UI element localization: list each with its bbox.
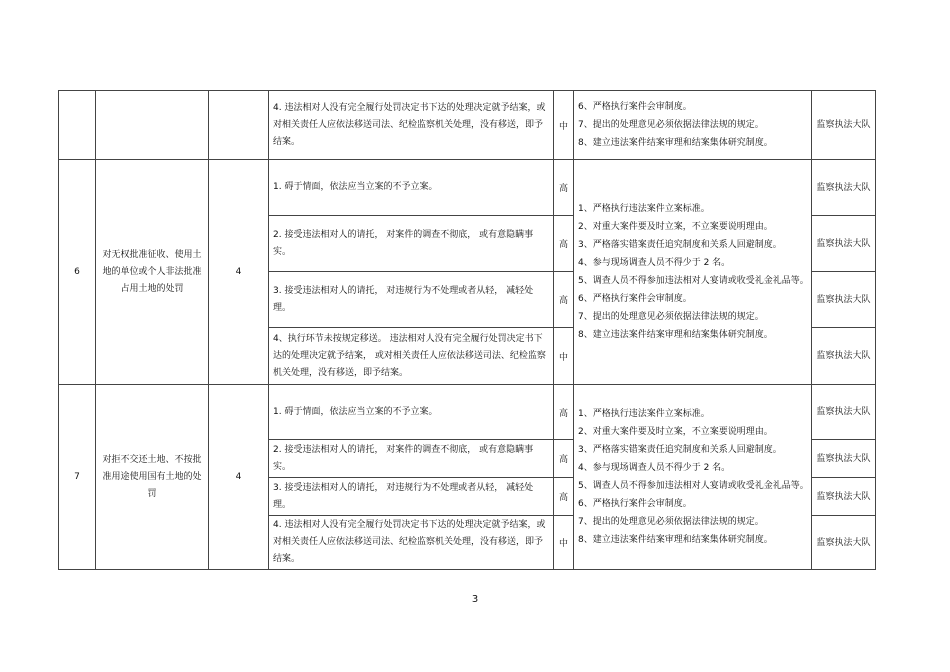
measure-item: 7、提出的处理意见必须依据法律法规的规定。	[578, 517, 764, 527]
risk-control-table	[58, 90, 876, 570]
no-cell	[59, 91, 96, 160]
risk-level-cell: 高	[554, 272, 574, 328]
risk-point-cell: 3. 接受违法相对人的请托， 对违规行为不处理或者从轻， 减轻处理。	[269, 478, 554, 516]
table-row	[59, 160, 876, 216]
risk-point-cell: 1. 碍于情面，依法应当立案的不予立案。	[269, 385, 554, 440]
measure-item: 4、参与现场调查人员不得少于 2 名。	[578, 258, 731, 268]
measure-item: 7、提出的处理意见必须依据法律法规的规定。	[578, 312, 764, 322]
measure-item: 3、严格落实错案责任追究制度和关系人回避制度。	[578, 445, 782, 455]
dept-cell: 监察执法大队	[812, 328, 876, 385]
risk-count: 4	[209, 385, 269, 570]
measure-item: 5、调查人员不得参加违法相对人宴请或收受礼金礼品等。	[578, 276, 809, 286]
risk-point-cell: 4. 违法相对人没有完全履行处罚决定书下达的处理决定就予结案，或对相关责任人应依法移送司法、纪检监察机关处理，没有移送，即予结案。	[269, 516, 554, 570]
item-number: 7	[59, 385, 96, 570]
measure-item: 1、严格执行违法案件立案标准。	[578, 409, 710, 419]
measure-item: 8、建立违法案件结案审理和结案集体研究制度。	[578, 535, 773, 545]
count-cell	[209, 91, 269, 160]
risk-count: 4	[209, 160, 269, 385]
measure-item: 8、建立违法案件结案审理和结案集体研究制度。	[578, 330, 773, 340]
risk-point-cell: 3. 接受违法相对人的请托， 对违规行为不处理或者从轻， 减轻处理。	[269, 272, 554, 328]
dept-cell: 监察执法大队	[812, 440, 876, 478]
risk-level-cell: 中	[554, 91, 574, 160]
measure-item: 4、参与现场调查人员不得少于 2 名。	[578, 463, 731, 473]
measure-item: 1、严格执行违法案件立案标准。	[578, 204, 710, 214]
measure-item: 6、严格执行案件会审制度。	[578, 294, 692, 304]
dept-cell: 监察执法大队	[812, 216, 876, 272]
item-number: 6	[59, 160, 96, 385]
dept-cell: 监察执法大队	[812, 385, 876, 440]
measures-cell	[574, 385, 812, 570]
table-row	[59, 91, 876, 160]
risk-level-cell: 中	[554, 328, 574, 385]
page-number: 3	[471, 594, 479, 605]
dept-cell: 监察执法大队	[812, 516, 876, 570]
table-row	[59, 385, 876, 440]
risk-level-cell: 高	[554, 385, 574, 440]
measures-cell	[574, 160, 812, 385]
dept-cell: 监察执法大队	[812, 91, 876, 160]
risk-point-cell: 4. 违法相对人没有完全履行处罚决定书下达的处理决定就予结案，或对相关责任人应依法移送司法、纪检监察机关处理，没有移送，即予结案。	[269, 91, 554, 160]
measure-item: 3、严格落实错案责任追究制度和关系人回避制度。	[578, 240, 782, 250]
measure-item: 2、对重大案件要及时立案，不立案要说明理由。	[578, 427, 773, 437]
item-name: 对无权批准征收、使用土地的单位或个人非法批准占用土地的处罚	[96, 160, 209, 385]
measure-item: 6、严格执行案件会审制度。	[578, 102, 692, 112]
risk-level-cell: 中	[554, 516, 574, 570]
measure-item: 8、建立违法案件结案审理和结案集体研究制度。	[578, 138, 773, 148]
risk-level-cell: 高	[554, 478, 574, 516]
measure-item: 2、对重大案件要及时立案，不立案要说明理由。	[578, 222, 773, 232]
dept-cell: 监察执法大队	[812, 160, 876, 216]
risk-level-cell: 高	[554, 216, 574, 272]
item-cell	[96, 91, 209, 160]
risk-level-cell: 高	[554, 440, 574, 478]
risk-point-cell: 2. 接受违法相对人的请托， 对案件的调查不彻底， 或有意隐瞒事实。	[269, 440, 554, 478]
dept-cell: 监察执法大队	[812, 272, 876, 328]
measure-item: 7、提出的处理意见必须依据法律法规的规定。	[578, 120, 764, 130]
measures-cell	[574, 91, 812, 160]
measure-item: 5、调查人员不得参加违法相对人宴请或收受礼金礼品等。	[578, 481, 809, 491]
dept-cell: 监察执法大队	[812, 478, 876, 516]
risk-point-cell: 2. 接受违法相对人的请托， 对案件的调查不彻底， 或有意隐瞒事实。	[269, 216, 554, 272]
measure-item: 6、严格执行案件会审制度。	[578, 499, 692, 509]
risk-point-cell: 1. 碍于情面，依法应当立案的不予立案。	[269, 160, 554, 216]
item-name: 对拒不交还土地、不按批准用途使用国有土地的处罚	[96, 385, 209, 570]
risk-point-cell: 4、执行环节未按规定移送。 违法相对人没有完全履行处罚决定书下达的处理决定就予结案， 或对相关责任人应依法移送司法、纪检监察机关处理，没有移送，即予结案。	[269, 328, 554, 385]
risk-level-cell: 高	[554, 160, 574, 216]
